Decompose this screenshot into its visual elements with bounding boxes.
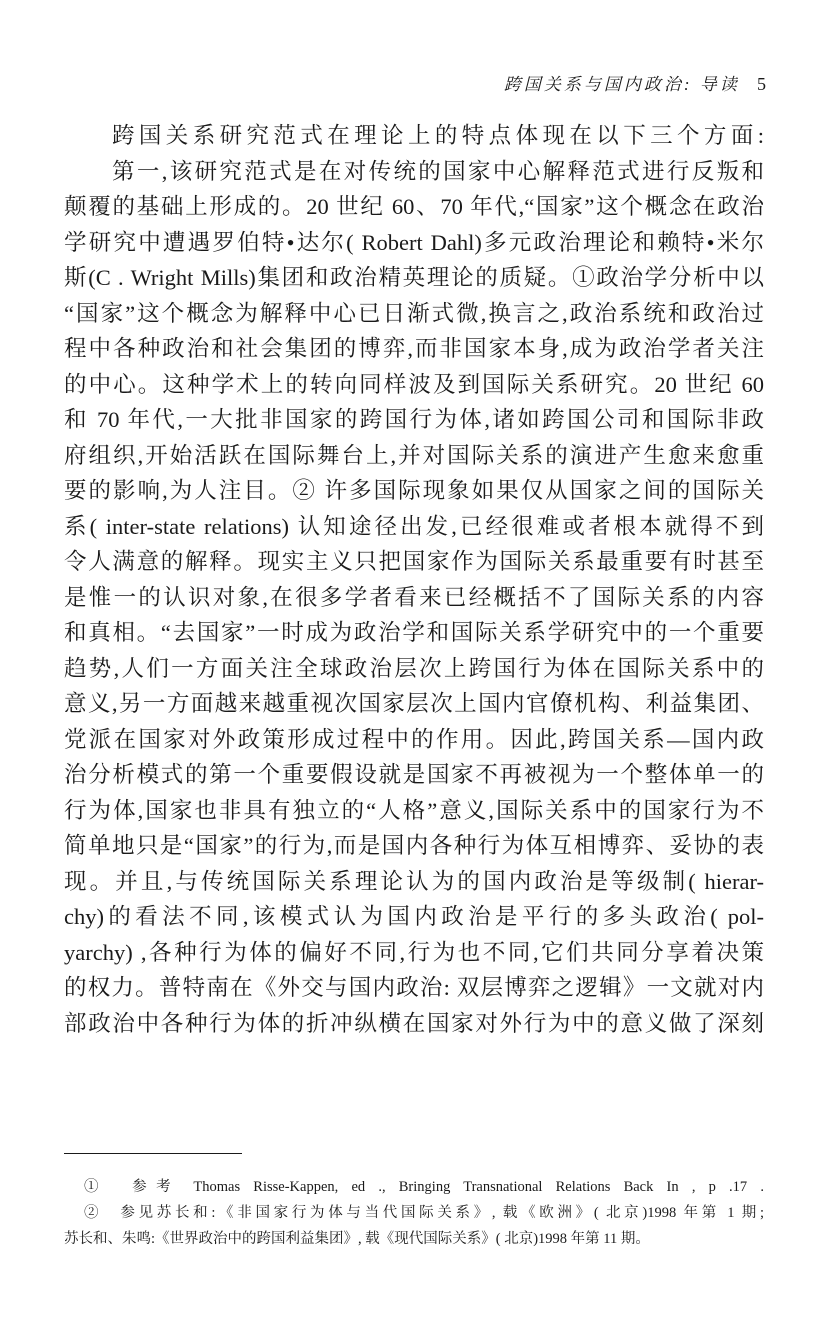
body-line: 程中各种政治和社会集团的博弈,而非国家本身,成为政治学者关注: [64, 336, 764, 361]
footnote-2: ② 参见苏长和:《非国家行为体与当代国际关系》, 载《欧洲》( 北京)1998 年第 1 期;: [84, 1205, 764, 1221]
footnotes: [64, 1174, 764, 1252]
body-line: 令人满意的解释。现实主义只把国家作为国际关系最重要有时甚至: [64, 549, 764, 574]
body-line: 斯(C . Wright Mills)集团和政治精英理论的质疑。①政治学分析中以: [64, 265, 764, 290]
running-header: [504, 70, 766, 95]
body-line: 的中心。这种学术上的转向同样波及到国际关系研究。20 世纪 60: [64, 371, 764, 397]
body-text: [64, 118, 764, 1041]
page-number: 5: [757, 74, 766, 94]
body-line: 颠覆的基础上形成的。20 世纪 60、70 年代,“国家”这个概念在政治: [64, 194, 764, 219]
footnote-2-continued: 苏长和、朱鸣:《世界政治中的跨国利益集团》, 载《现代国际关系》( 北京)1998 年第 11 期。: [64, 1231, 650, 1247]
body-line: 跨国关系研究范式在理论上的特点体现在以下三个方面:: [112, 123, 764, 148]
body-line: 和 70 年代,一大批非国家的跨国行为体,诸如跨国公司和国际非政: [64, 407, 764, 432]
body-line: 学研究中遭遇罗伯特•达尔( Robert Dahl)多元政治理论和赖特•米尔: [64, 229, 764, 255]
body-line: 府组织,开始活跃在国际舞台上,并对国际关系的演进产生愈来愈重: [64, 442, 764, 468]
body-line: 行为体,国家也非具有独立的“人格”意义,国际关系中的国家行为不: [64, 797, 764, 823]
body-line: 是惟一的认识对象,在很多学者看来已经概括不了国际关系的内容: [64, 584, 764, 610]
footnote-divider: [64, 1153, 242, 1154]
body-line: 简单地只是“国家”的行为,而是国内各种行为体互相博弈、妥协的表: [64, 833, 764, 858]
body-line: 治分析模式的第一个重要假设就是国家不再被视为一个整体单一的: [64, 762, 764, 787]
body-line: 的权力。普特南在《外交与国内政治: 双层博弈之逻辑》一文就对内: [64, 975, 764, 1000]
body-line: 系( inter-state relations) 认知途径出发,已经很难或者根本就得不到: [64, 513, 764, 539]
body-line: 部政治中各种行为体的折冲纵横在国家对外行为中的意义做了深刻: [64, 1010, 764, 1036]
body-line: 要的影响,为人注目。② 许多国际现象如果仅从国家之间的国际关: [64, 478, 764, 503]
body-line: chy)的看法不同,该模式认为国内政治是平行的多头政治( pol-: [64, 904, 764, 929]
footnote-1: ① 参考 Thomas Risse-Kappen, ed ., Bringing Transnational Relations Back In , p .17 .: [84, 1179, 764, 1195]
body-line: “国家”这个概念为解释中心已日渐式微,换言之,政治系统和政治过: [64, 300, 764, 326]
body-line: 党派在国家对外政策形成过程中的作用。因此,跨国关系—国内政: [64, 726, 764, 752]
body-line: yarchy) ,各种行为体的偏好不同,行为也不同,它们共同分享着决策: [64, 939, 764, 965]
body-line: 现。并且,与传统国际关系理论认为的国内政治是等级制( hierar-: [64, 868, 764, 894]
body-line: 和真相。“去国家”一时成为政治学和国际关系学研究中的一个重要: [64, 620, 764, 645]
body-line: 意义,另一方面越来越重视次国家层次上国内官僚机构、利益集团、: [64, 691, 764, 716]
body-line: 第一,该研究范式是在对传统的国家中心解释范式进行反叛和: [112, 158, 764, 184]
running-title: 跨国关系与国内政治: 导读: [503, 75, 740, 94]
body-line: 趋势,人们一方面关注全球政治层次上跨国行为体在国际关系中的: [64, 655, 764, 681]
